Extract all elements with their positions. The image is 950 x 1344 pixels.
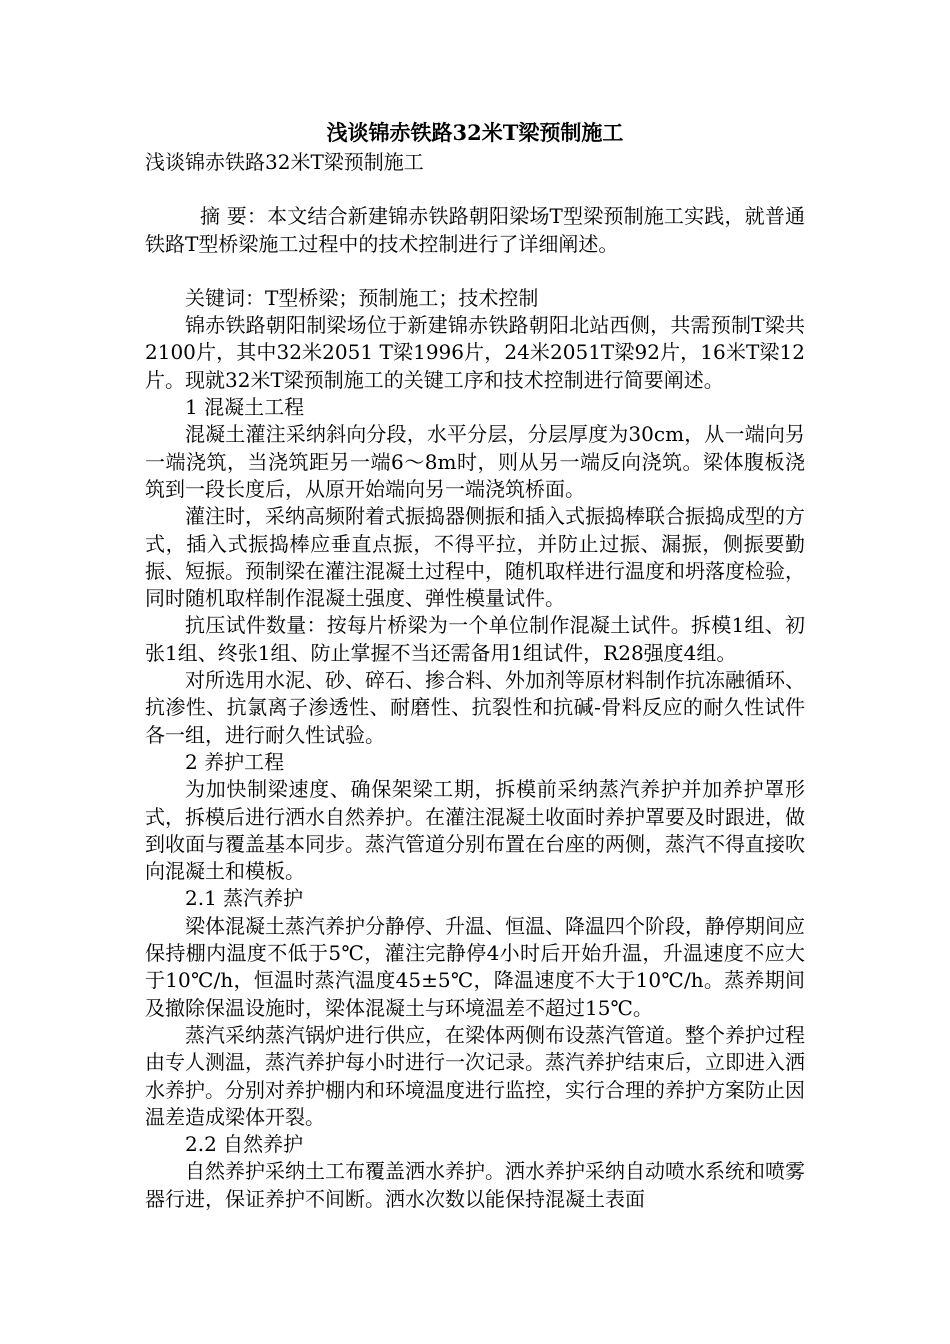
document-title: 浅谈锦赤铁路32米T梁预制施工 — [326, 120, 624, 145]
body-paragraph: 灌注时，采纳高频附着式振捣器侧振和插入式振捣棒联合振捣成型的方式，插入式振捣棒应垂直点振，不得平拉，并防止过振、漏振，侧振要勤振、短振。预制梁在灌注混凝土过程中，随机取样进行温度和坍落度检验，同时随机取样制作混凝土强度、弹性模量试件。 — [145, 504, 805, 611]
body-paragraph: 梁体混凝土蒸汽养护分静停、升温、恒温、降温四个阶段，静停期间应保持棚内温度不低于5℃，灌注完静停4小时后开始升温，升温速度不应大于10℃/h，恒温时蒸汽温度45±5℃，降温速度不大于10℃/h。蒸养期间及撤除保温设施时，梁体混凝土与环境温差不超过15℃。 — [145, 913, 805, 1020]
subsection-heading: 2.2 自然养护 — [185, 1132, 304, 1157]
section-heading: 2 养护工程 — [185, 749, 285, 774]
body-paragraph: 为加快制梁速度、确保架梁工期，拆模前采纳蒸汽养护并加养护罩形式，拆模后进行洒水自然养护。在灌注混凝土收面时养护罩要及时跟进，做到收面与覆盖基本同步。蒸汽管道分别布置在台座的两侧，蒸汽不得直接吹向混凝土和模板。 — [145, 777, 805, 884]
body-paragraph: 蒸汽采纳蒸汽锅炉进行供应，在梁体两侧布设蒸汽管道。整个养护过程由专人测温，蒸汽养护每小时进行一次记录。蒸汽养护结束后，立即进入洒水养护。分别对养护棚内和环境温度进行监控，实行合理的养护方案防止因温差造成梁体开裂。 — [145, 1022, 805, 1129]
document-subtitle: 浅谈锦赤铁路32米T梁预制施工 — [145, 150, 424, 174]
body-paragraph: 混凝土灌注采纳斜向分段，水平分层，分层厚度为30cm，从一端向另一端浇筑，当浇筑距另一端6～8m时，则从另一端反向浇筑。梁体腹板浇筑到一段长度后，从原开始端向另一端浇筑桥面。 — [145, 422, 805, 501]
keywords-line: 关键词：T型桥梁；预制施工；技术控制 — [185, 285, 539, 310]
body-paragraph: 对所选用水泥、砂、碎石、掺合料、外加剂等原材料制作抗冻融循环、抗渗性、抗氯离子渗透性、耐磨性、抗裂性和抗碱-骨料反应的耐久性试件各一组，进行耐久性试验。 — [145, 668, 805, 747]
section-heading: 1 混凝土工程 — [185, 395, 305, 420]
spacer — [145, 176, 805, 203]
abstract-paragraph: 摘 要：本文结合新建锦赤铁路朝阳梁场T型梁预制施工实践，就普通铁路T型桥梁施工过程中的技术控制进行了详细阐述。 — [145, 204, 805, 256]
body-paragraph: 锦赤铁路朝阳制梁场位于新建锦赤铁路朝阳北站西侧，共需预制T梁共2100片，其中32米2051 T梁1996片，24米2051T梁92片，16米T梁12片。现就32米T梁预制施工的关键工序和技术控制进行简要阐述。 — [145, 313, 805, 392]
body-paragraph: 自然养护采纳土工布覆盖洒水养护。洒水养护采纳自动喷水系统和喷雾器行进，保证养护不间断。洒水次数以能保持混凝土表面 — [145, 1159, 805, 1211]
subsection-heading: 2.1 蒸汽养护 — [185, 886, 304, 911]
body-paragraph: 抗压试件数量：按每片桥梁为一个单位制作混凝土试件。拆模1组、初张1组、终张1组、防止掌握不当还需备用1组试件，R28强度4组。 — [145, 613, 805, 665]
spacer — [145, 258, 805, 285]
document-body — [145, 149, 805, 1213]
